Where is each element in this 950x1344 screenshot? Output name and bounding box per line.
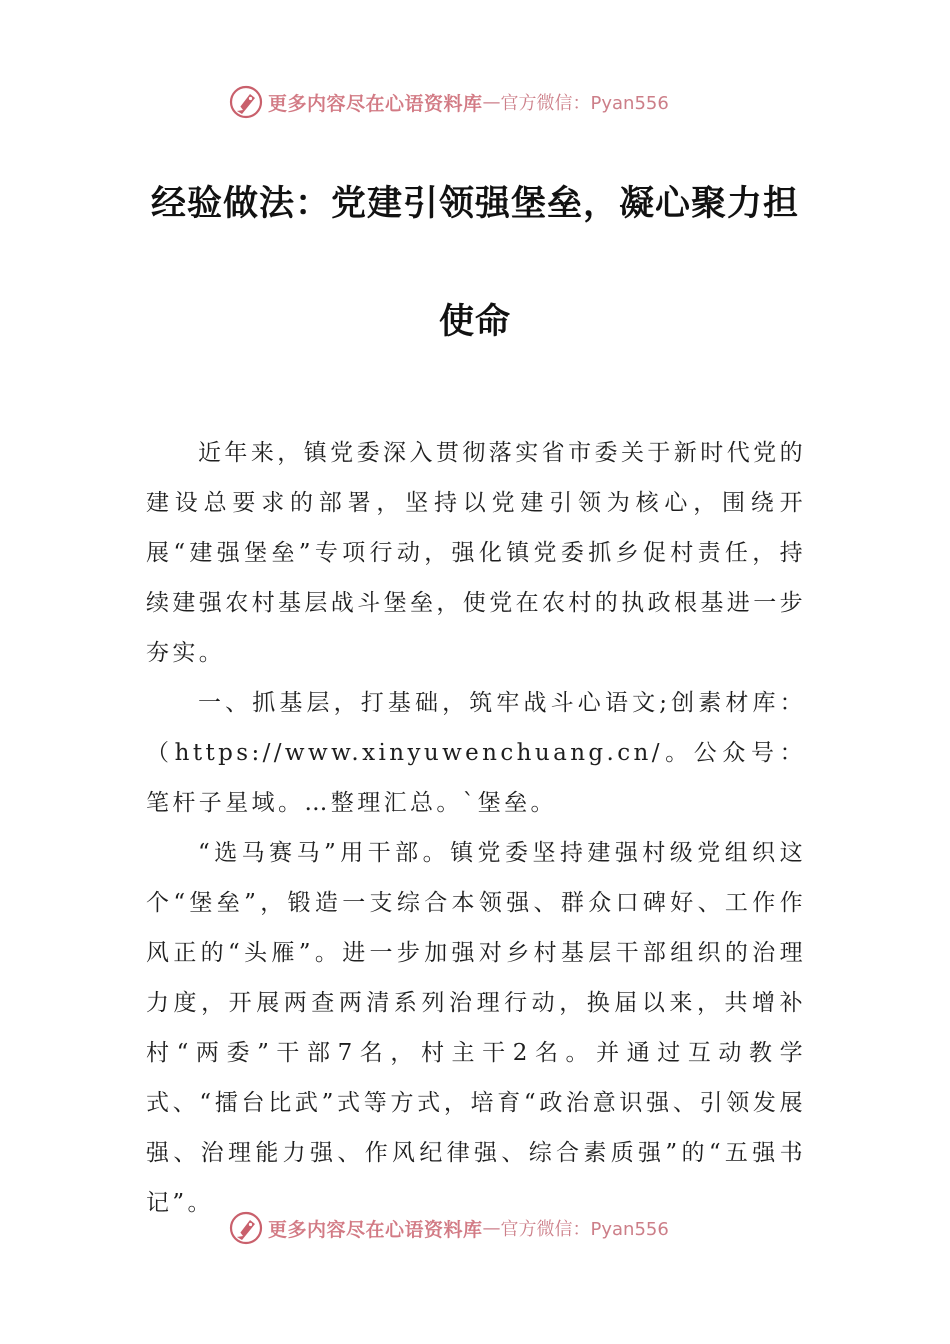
watermark-separator: —	[482, 91, 501, 113]
pen-nib-logo-icon	[228, 84, 264, 120]
paragraph-intro: 近年来，镇党委深入贯彻落实省市委关于新时代党的建设总要求的部署，坚持以党建引领为核心，围绕开展“建强堡垒”专项行动，强化镇党委抓乡促村责任，持续建强农村基层战斗堡垒，使党在农村的执政根基进一步夯实。	[146, 440, 806, 666]
watermark-contact: 官方微信：Pyan556	[500, 1219, 669, 1240]
document-title-line-2: 使命	[438, 302, 511, 342]
footer-watermark	[228, 1208, 669, 1248]
pen-nib-logo-icon	[228, 1210, 264, 1246]
document-title-line-1: 经验做法：党建引领强堡垒，凝心聚力担	[150, 184, 799, 224]
paragraph-cadre-selection: “选马赛马”用干部。镇党委坚持建强村级党组织这个“堡垒”，锻造一支综合本领强、群众口碑好、工作作风正的“头雁”。进一步加强对乡村基层干部组织的治理力度，开展两查两清系列治理行动，换届以来，共增补村“两委”干部7名，村主干2名。并通过互动教学式、“擂台比武”式等方式，培育“政治意识强、引领发展强、治理能力强、作风纪律强、综合素质强”的“五强书记”。	[146, 840, 806, 1216]
watermark-text: 更多内容尽在心语资料库	[268, 1218, 483, 1241]
watermark-text: 更多内容尽在心语资料库	[268, 92, 483, 115]
watermark-contact: 官方微信：Pyan556	[500, 93, 669, 114]
document-body	[146, 428, 806, 1228]
header-watermark	[228, 82, 669, 122]
watermark-separator: —	[482, 1217, 501, 1239]
paragraph-section-heading: 一、抓基层，打基础，筑牢战斗心语文;创素材库：（https://www.xinyuwenchuang.cn/。公众号：笔杆子星域。…整理汇总。`堡垒。	[146, 690, 806, 816]
